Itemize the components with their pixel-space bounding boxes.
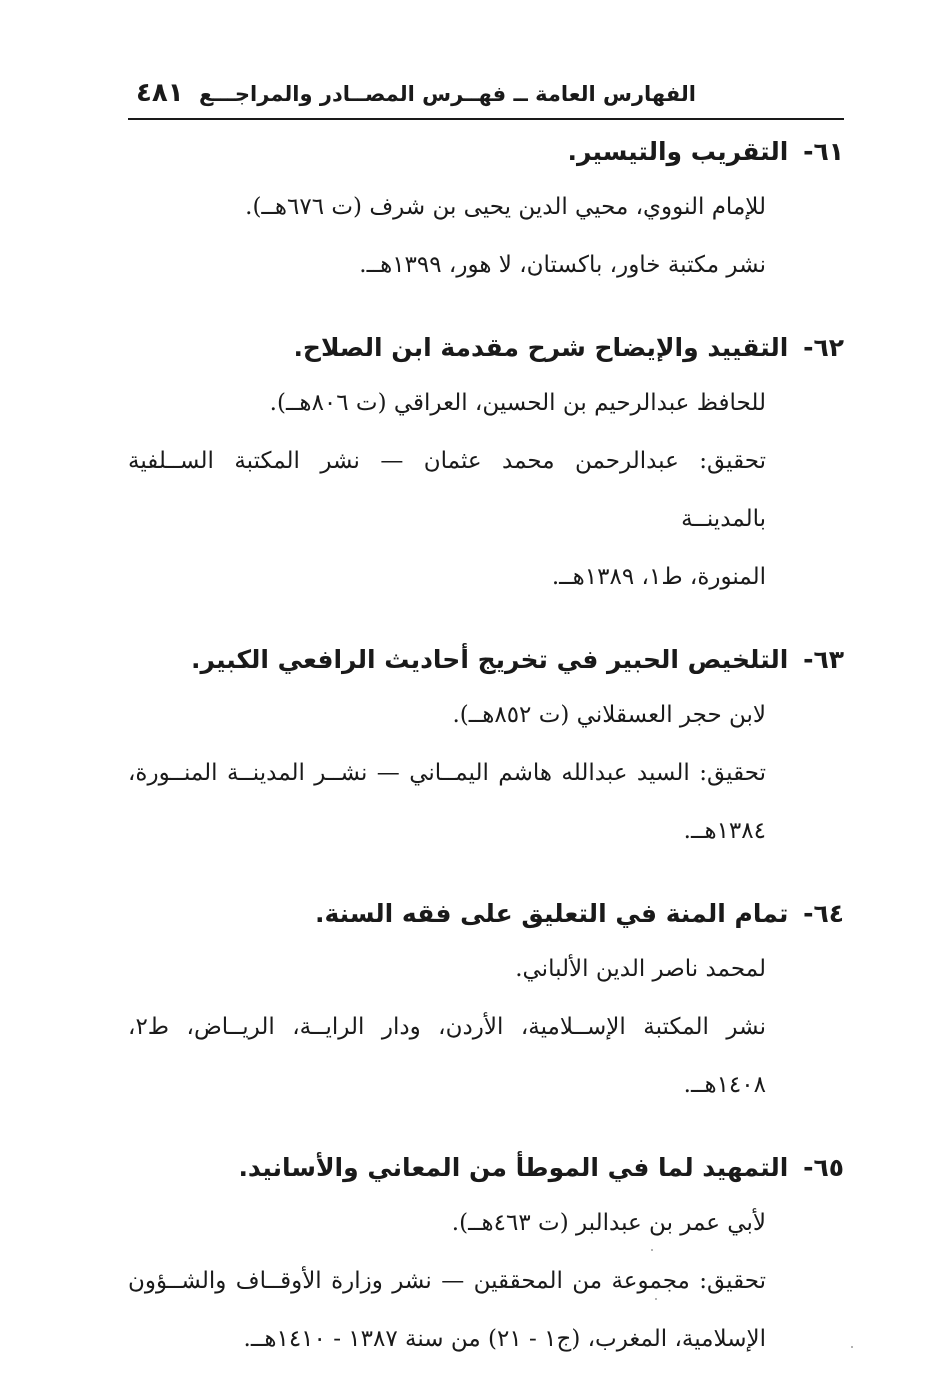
entry-title-text: التقييد والإيضاح شرح مقدمة ابن الصلاح. (293, 333, 789, 362)
entry-publication-line: المنورة، ط١، ١٣٨٩هــ. (551, 564, 766, 590)
bibliography-entry (128, 322, 844, 606)
entry-publication-line: تحقيق: مجموعة من المحققين — نشر وزارة الأوقــاف والشــؤون (128, 1268, 766, 1294)
entry-title (128, 634, 844, 686)
running-title: الفهارس العامة ــ فهــرس المصــادر والمراجـــع (199, 82, 696, 106)
entry-publication-line: تحقيق: السيد عبدالله هاشم اليمــاني — نشــر المدينــة المنــورة، (128, 760, 766, 786)
entry-publication-line: نشر مكتبة خاور، باكستان، لا هور، ١٣٩٩هــ. (359, 252, 766, 278)
entry-title (128, 126, 844, 178)
bibliography-list (128, 126, 844, 1396)
entry-author-line: لابن حجر العسقلاني (ت ٨٥٢هــ). (452, 702, 766, 728)
entry-number: ٦٤- (803, 899, 844, 928)
entry-author-line: لمحمد ناصر الدين الألباني. (515, 956, 766, 982)
bibliography-entry (128, 126, 844, 294)
entry-number: ٦٣- (803, 645, 844, 674)
entry-author-line: لأبي عمر بن عبدالبر (ت ٤٦٣هــ). (451, 1210, 766, 1236)
entry-number: ٦١- (803, 137, 844, 166)
scan-speck (651, 1249, 653, 1251)
entry-title-text: التلخيص الحبير في تخريج أحاديث الرافعي الكبير. (191, 645, 789, 674)
running-header (128, 78, 844, 120)
bibliography-entry (128, 634, 844, 860)
bibliography-entry (128, 1142, 844, 1368)
entry-title-text: تمام المنة في التعليق على فقه السنة. (314, 899, 789, 928)
entry-title (128, 888, 844, 940)
entry-publication-line: ١٤٠٨هــ. (683, 1072, 766, 1098)
bibliography-entry (128, 888, 844, 1114)
entry-number: ٦٢- (803, 333, 844, 362)
entry-author-line: للإمام النووي، محيي الدين يحيى بن شرف (ت ٦٧٦هــ). (245, 194, 766, 220)
entry-title-text: التمهيد لما في الموطأ من المعاني والأسانيد. (238, 1153, 789, 1182)
entry-author-line: للحافظ عبدالرحيم بن الحسين، العراقي (ت ٨٠٦هــ). (269, 390, 766, 416)
entry-title (128, 322, 844, 374)
scan-speck (655, 1298, 657, 1300)
entry-publication-line: تحقيق: عبدالرحمن محمد عثمان — نشر المكتبة الســلفية بالمدينــة (128, 448, 766, 532)
entry-publication-line: ١٣٨٤هــ. (683, 818, 766, 844)
entry-publication-line: نشر المكتبة الإســلامية، الأردن، ودار الرايــة، الريــاض، ط٢، (128, 1014, 766, 1040)
page-number: ٤٨١ (136, 78, 184, 108)
entry-publication-line: الإسلامية، المغرب، (ج١ - ٢١) من سنة ١٣٨٧ - ١٤١٠هــ. (243, 1326, 766, 1352)
entry-title (128, 1142, 844, 1194)
scan-speck (851, 1346, 853, 1348)
entry-number: ٦٥- (803, 1153, 844, 1182)
entry-title-text: التقريب والتيسير. (567, 137, 789, 166)
